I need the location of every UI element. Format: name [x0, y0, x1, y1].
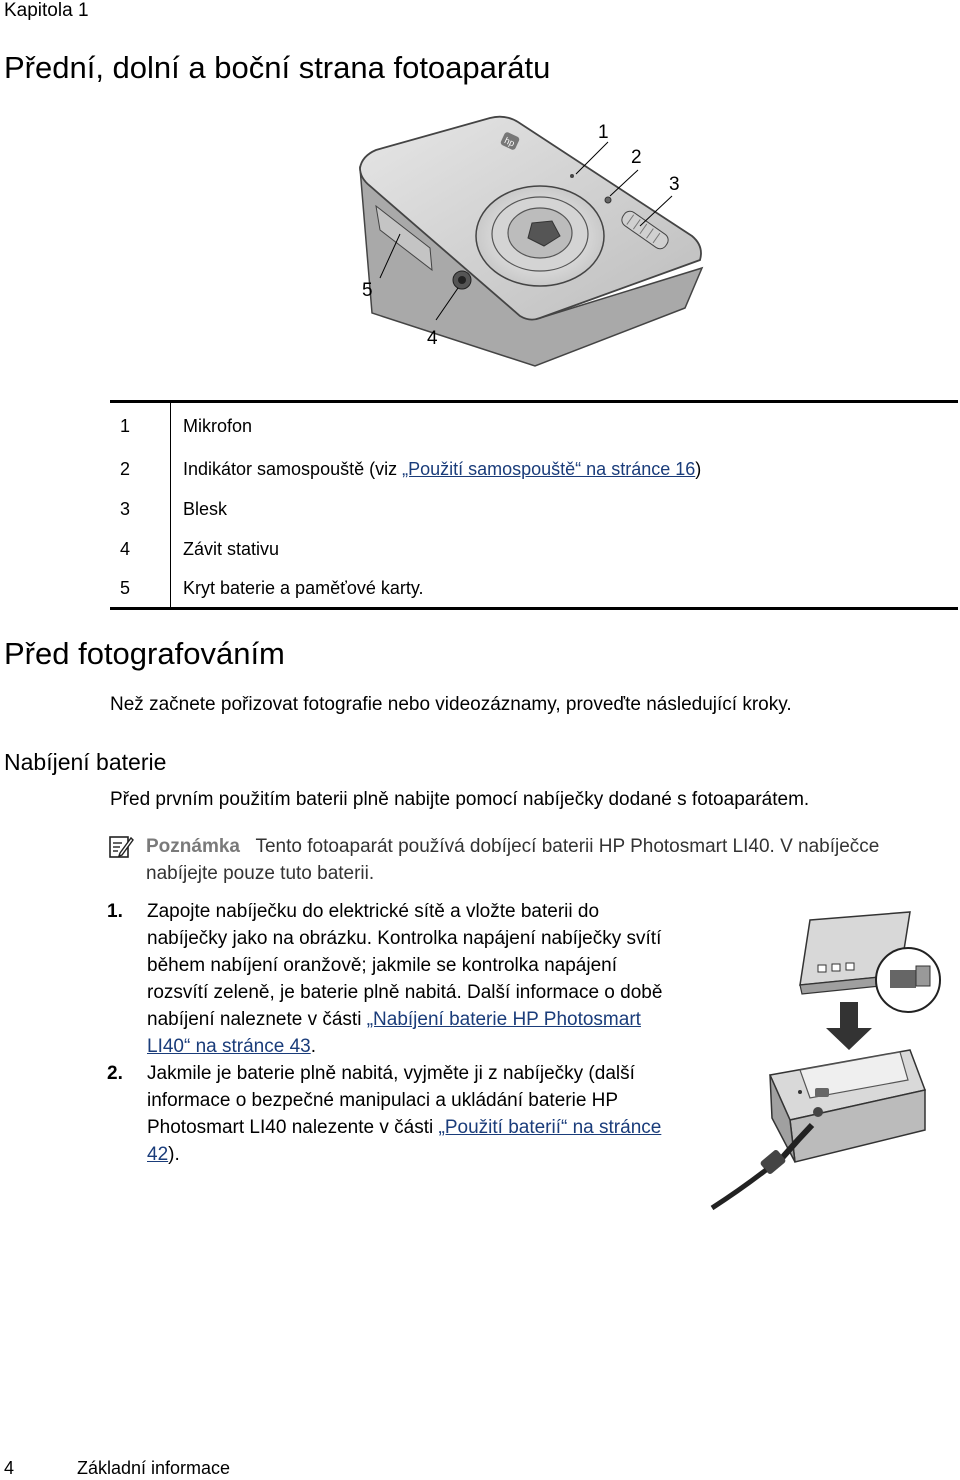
charging-paragraph: Před prvním použitím baterii plně nabijte pomocí nabíječky dodané s fotoaparátem.: [110, 789, 810, 810]
section-title-before: Před fotografováním: [4, 636, 285, 671]
legend-row: [110, 402, 958, 450]
step-number: 1.: [107, 901, 123, 922]
legend-text: Mikrofon: [183, 415, 253, 436]
footer-page-number: 4: [4, 1458, 15, 1478]
callout-2: 2: [631, 147, 642, 168]
note-icon: [108, 833, 134, 859]
note-text: Tento fotoaparát používá dobíjecí baterii HP Photosmart LI40. V nabíječce nabíjejte pouze tuto baterii.: [146, 836, 880, 884]
step-end: ).: [168, 1144, 180, 1165]
legend-num: 3: [110, 489, 171, 529]
subsection-title-charging: Nabíjení baterie: [4, 749, 167, 775]
step-2: [107, 1060, 677, 1168]
step-text: Jakmile je baterie plně nabitá, vyjměte ji z nabíječky (další informace o bezpečné manipulaci a ukládání baterie HP Photosmart LI40 nalezente v části: [147, 1063, 635, 1138]
charger-illustration: [700, 900, 950, 1220]
legend-text: Závit stativu: [183, 538, 280, 559]
legend-num: 1: [110, 402, 171, 450]
footer-title: Základní informace: [77, 1458, 231, 1478]
legend-table: [110, 400, 958, 610]
step-1: [107, 898, 677, 1060]
callout-3: 3: [669, 174, 680, 195]
step-number: 2.: [107, 1063, 123, 1084]
self-timer-link[interactable]: „Použití samospouště“ na stránce 16: [402, 458, 696, 479]
using-batteries-link[interactable]: „Použití baterií“ na stránce 42: [147, 1117, 662, 1165]
legend-suffix: ): [695, 458, 702, 479]
note-block: [146, 833, 916, 887]
legend-row: [110, 489, 958, 529]
section-title-camera: Přední, dolní a boční strana fotoaparátu: [4, 50, 551, 85]
callout-4: 4: [427, 328, 438, 349]
legend-row: [110, 569, 958, 609]
chapter-label: Kapitola 1: [4, 0, 89, 21]
charging-battery-link[interactable]: „Nabíjení baterie HP Photosmart LI40“ na stránce 43: [147, 1009, 641, 1057]
intro-paragraph: Než začnete pořizovat fotografie nebo videozáznamy, proveďte následující kroky.: [110, 694, 792, 715]
legend-row: [110, 529, 958, 569]
svg-text:hp: hp: [502, 135, 517, 149]
step-end: .: [310, 1036, 316, 1057]
legend-num: 2: [110, 449, 171, 489]
callout-1: 1: [598, 122, 609, 143]
callout-5: 5: [362, 280, 373, 301]
steps-list: [107, 898, 677, 1168]
legend-text: Kryt baterie a paměťové karty.: [183, 577, 424, 598]
note-label: Poznámka: [146, 836, 240, 857]
step-text: Zapojte nabíječku do elektrické sítě a vložte baterii do nabíječky jako na obrázku. Kontrolka napájení nabíječky svítí během nabíjení oranžově; jakmile se kontrolka napájení rozsvítí zeleně, je baterie plně nabitá. Další informace o době nabíjení naleznete v části: [147, 901, 663, 1030]
camera-illustration: [340, 108, 720, 378]
legend-num: 5: [110, 569, 171, 609]
legend-prefix: Indikátor samospouště (viz: [183, 458, 403, 479]
legend-text: Blesk: [183, 498, 228, 519]
legend-row: [110, 449, 958, 489]
legend-text: [171, 449, 959, 489]
legend-num: 4: [110, 529, 171, 569]
